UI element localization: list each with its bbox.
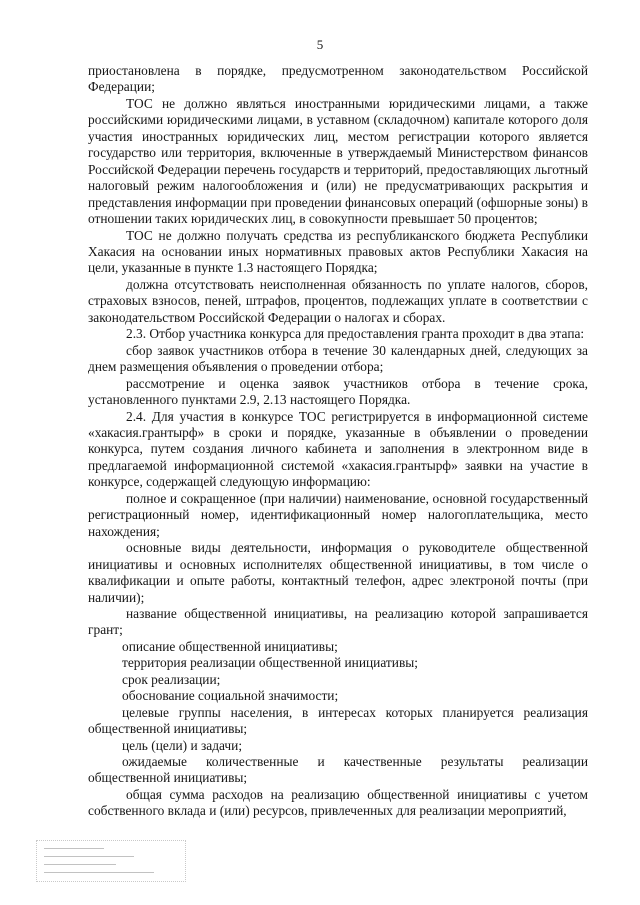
paragraph: ТОС не должно являться иностранными юридическими лицами, а также российскими юридическими лицами, в уставном (складочном) капитале которого доля участия иностранных юридических лиц, местом регистрации которого является государство или территория, включенные в утверждаемый Министерством финансов Российской Федерации перечень государств и территорий, предоставляющих льготный налоговый режим налогообложения и (или) не предусматривающих раскрытия и представления информации при проведении финансовых операций (офшорные зоны) в отношении таких юридических лиц, в совокупности превышает 50 процентов;	[88, 95, 588, 227]
paragraph: сбор заявок участников отбора в течение 30 календарных дней, следующих за днем размещения объявления о проведении отбора;	[88, 342, 588, 375]
paragraph: 2.4. Для участия в конкурсе ТОС регистрируется в информационной системе «хакасия.грантырф» в сроки и порядке, указанные в объявлении о проведении конкурса, путем создания личного кабинета и заполнения в электронном виде в предлагаемой информационной системой «хакасия.грантырф» заявки на участие в конкурсе, содержащей следующую информацию:	[88, 408, 588, 490]
paragraph: ожидаемые количественные и качественные результаты реализации общественной инициативы;	[88, 754, 588, 786]
page-number: 5	[316, 37, 324, 52]
paragraph: ТОС не должно получать средства из республиканского бюджета Республики Хакасия на основании иных нормативных правовых актов Республики Хакасия на цели, указанные в пункте 1.3 настоящего Порядка;	[88, 227, 588, 276]
paragraph: целевые группы населения, в интересах которых планируется реализация общественной инициативы;	[88, 704, 588, 737]
paragraph: обоснование социальной значимости;	[122, 688, 339, 704]
paragraph: описание общественной инициативы;	[122, 638, 338, 654]
paragraph: срок реализации;	[122, 671, 221, 687]
paragraph: название общественной инициативы, на реализацию которой запрашивается грант;	[88, 605, 588, 638]
paragraph: территория реализации общественной инициативы;	[122, 655, 418, 671]
paragraph: общая сумма расходов на реализацию общественной инициативы с учетом собственного вклада и (или) ресурсов, привлеченных для реализации мероприятий,	[88, 786, 588, 819]
faint-electronic-stamp	[36, 834, 186, 888]
paragraph: 2.3. Отбор участника конкурса для предоставления гранта проходит в два этапа:	[126, 326, 585, 342]
paragraph: приостановлена в порядке, предусмотренном законодательством Российской Федерации;	[88, 63, 588, 95]
paragraph: полное и сокращенное (при наличии) наименование, основной государственный регистрационный номер, идентификационный номер налогоплательщика, место нахождения;	[88, 490, 588, 539]
document-body	[88, 63, 588, 820]
paragraph: цель (цели) и задачи;	[122, 737, 243, 753]
paragraph: основные виды деятельности, информация о руководителе общественной инициативы и основных исполнителях общественной инициативы, в том числе о квалификации и опыте работы, контактный телефон, адрес электроной почты (при наличии);	[88, 540, 588, 605]
paragraph: рассмотрение и оценка заявок участников отбора в течение срока, установленного пунктами 2.9, 2.13 настоящего Порядка.	[88, 375, 588, 408]
paragraph: должна отсутствовать неисполненная обязанность по уплате налогов, сборов, страховых взносов, пеней, штрафов, процентов, подлежащих уплате в соответствии с законодательством Российской Федерации о налогах и сборах.	[88, 276, 588, 325]
